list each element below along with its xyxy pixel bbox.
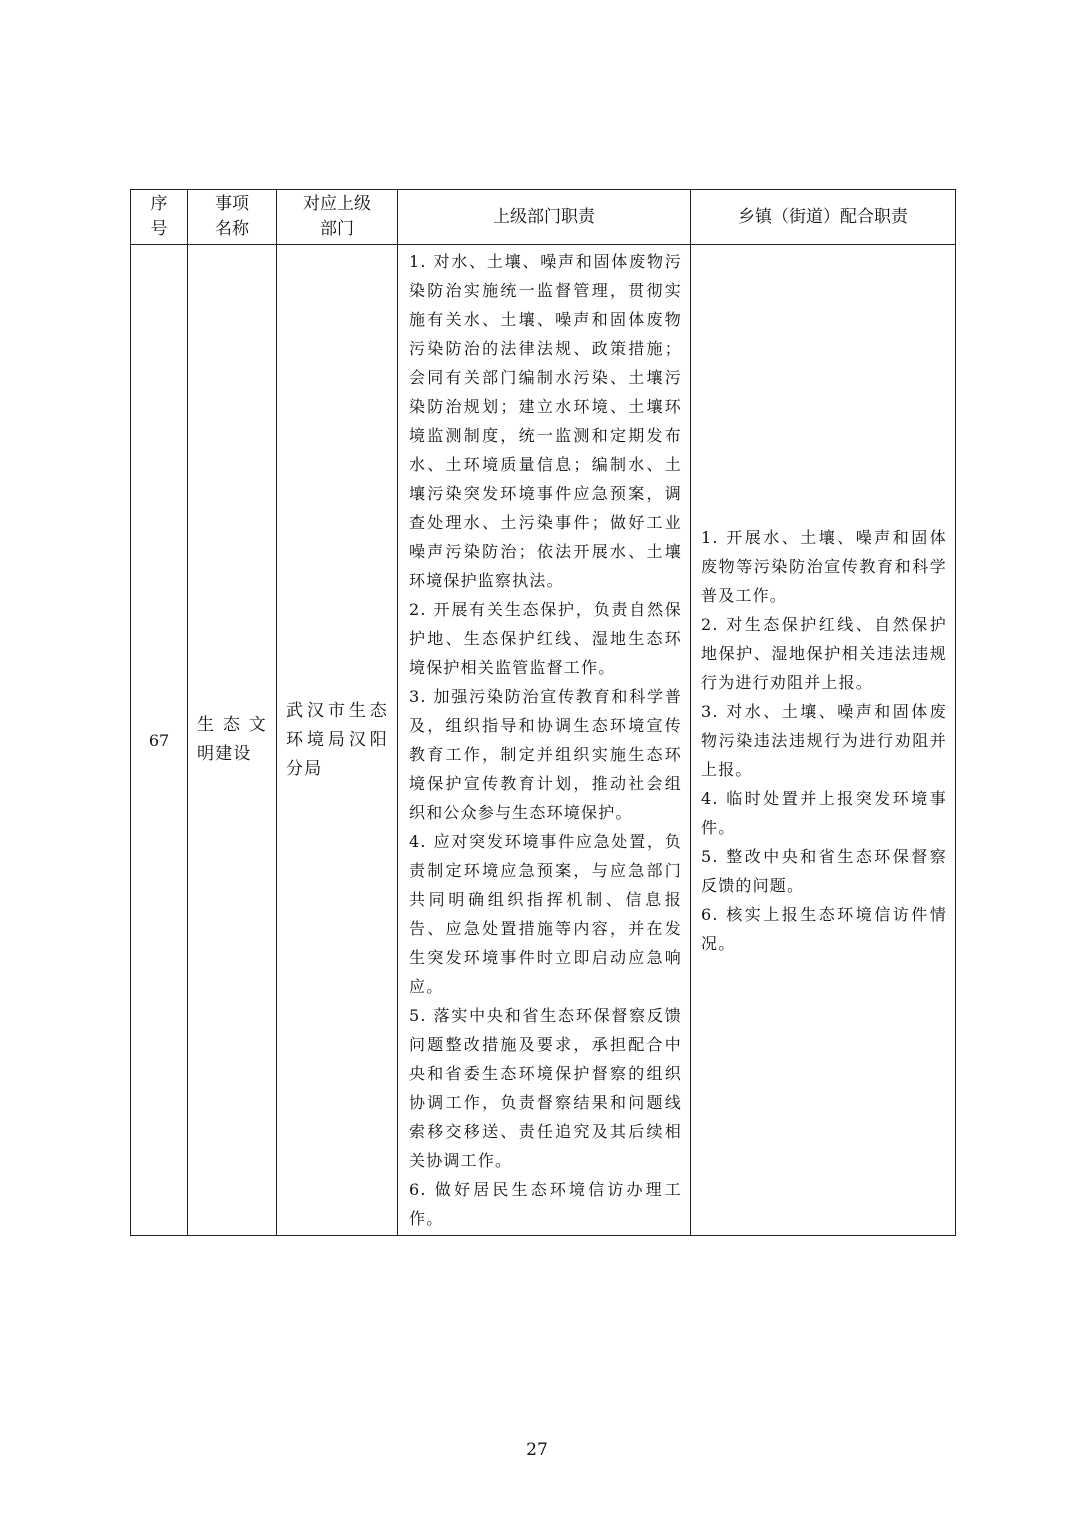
row-upper-dept: 武汉市生态环境局汉阳分局 (277, 245, 398, 1236)
town-duty-2: 2. 对生态保护红线、自然保护地保护、湿地保护相关违法违规行为进行劝阻并上报。 (701, 614, 947, 692)
table-row (131, 245, 956, 1236)
row-item-name: 生态文明建设 (188, 245, 277, 1236)
header-index: 序 号 (131, 190, 188, 245)
town-duty-5: 5. 整改中央和省生态环保督察反馈的问题。 (701, 846, 947, 895)
upper-duty-2: 2. 开展有关生态保护，负责自然保护地、生态保护红线、湿地生态环境保护相关监管监督工作。 (409, 600, 682, 677)
header-town-duty: 乡镇（街道）配合职责 (691, 190, 956, 245)
header-upper-duty: 上级部门职责 (398, 190, 691, 245)
header-upper-dept: 对应上级 部门 (277, 190, 398, 245)
row-town-duties (691, 245, 956, 1236)
town-duty-3: 3. 对水、土壤、噪声和固体废物污染违法违规行为进行劝阻并上报。 (701, 701, 947, 779)
row-index: 67 (131, 245, 188, 1236)
upper-duty-1: 1. 对水、土壤、噪声和固体废物污染防治实施统一监督管理，贯彻实施有关水、土壤、噪声和固体废物污染防治的法律法规、政策措施；会同有关部门编制水污染、土壤污染防治规划；建立水环境、土壤环境监测制度，统一监测和定期发布水、土环境质量信息；编制水、土壤污染突发环境事件应急预案，调查处理水、土污染事件；做好工业噪声污染防治；依法开展水、土壤环境保护监察执法。 (409, 252, 682, 590)
upper-duty-6: 6. 做好居民生态环境信访办理工作。 (409, 1180, 682, 1228)
town-duty-6: 6. 核实上报生态环境信访件情况。 (701, 904, 947, 953)
upper-duty-3: 3. 加强污染防治宣传教育和科学普及，组织指导和协调生态环境宣传教育工作，制定并组织实施生态环境保护宣传教育计划，推动社会组织和公众参与生态环境保护。 (409, 687, 682, 822)
duty-table (130, 189, 956, 1236)
row-upper-duties (398, 245, 691, 1236)
town-duty-4: 4. 临时处置并上报突发环境事件。 (701, 788, 947, 837)
header-item-name: 事项 名称 (188, 190, 277, 245)
town-duty-1: 1. 开展水、土壤、噪声和固体废物等污染防治宣传教育和科学普及工作。 (701, 527, 947, 605)
upper-duty-5: 5. 落实中央和省生态环保督察反馈问题整改措施及要求，承担配合中央和省委生态环境保护督察的组织协调工作，负责督察结果和问题线索移交移送、责任追究及其后续相关协调工作。 (409, 1006, 682, 1170)
page-number: 27 (526, 1440, 548, 1460)
table-header-row (131, 190, 956, 245)
upper-duty-4: 4. 应对突发环境事件应急处置，负责制定环境应急预案，与应急部门共同明确组织指挥机制、信息报告、应急处置措施等内容，并在发生突发环境事件时立即启动应急响应。 (409, 832, 682, 996)
